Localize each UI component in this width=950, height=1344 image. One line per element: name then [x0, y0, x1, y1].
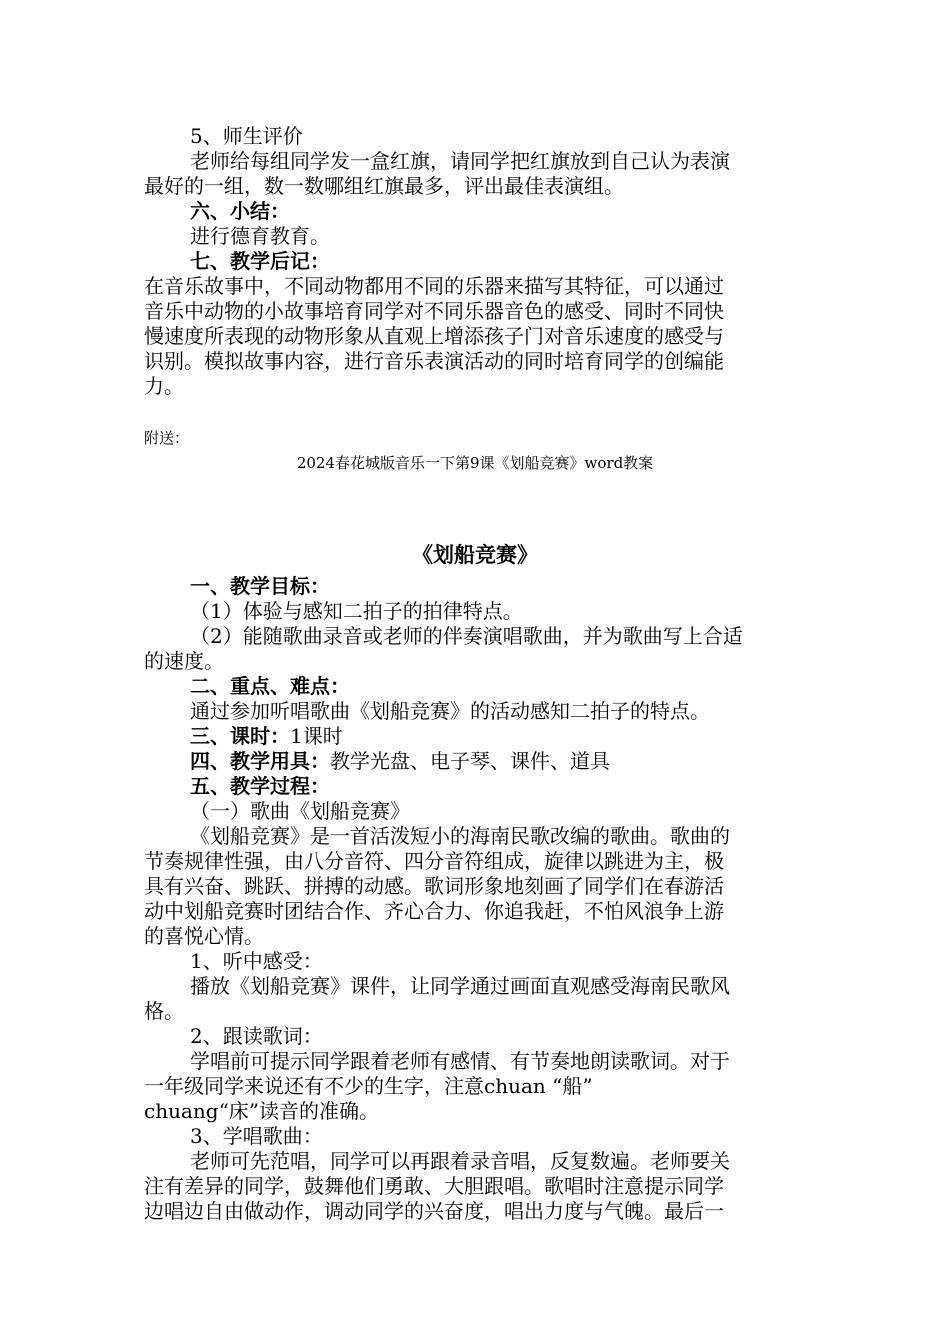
section-heading-evaluation: 5、师生评价: [190, 124, 303, 148]
paragraph-line: 识别。模拟故事内容，进行音乐表演活动的同时培育同学的创编能: [144, 349, 724, 373]
paragraph-line: 老师给每组同学发一盒红旗，请同学把红旗放到自己认为表演: [190, 149, 730, 173]
appendix-document-title: 2024春花城版音乐一下第9课《划船竞赛》word教案: [296, 454, 654, 472]
paragraph-line: 最好的一组，数一数哪组红旗最多，评出最佳表演组。: [144, 174, 624, 198]
paragraph-line: 节奏规律性强，由八分音符、四分音符组成，旋律以跳进为主，极: [144, 849, 724, 873]
step-heading: 1、听中感受：: [190, 949, 323, 973]
paragraph-line: 通过参加听唱歌曲《划船竞赛》的活动感知二拍子的特点。: [190, 699, 710, 723]
section-heading-hours: 三、课时：: [190, 724, 290, 748]
section-heading-key-points: 二、重点、难点：: [190, 674, 350, 698]
section-heading-postscript: 七、教学后记：: [190, 249, 330, 273]
paragraph-line: 进行德育教育。: [190, 224, 330, 248]
paragraph-line: 老师可先范唱，同学可以再跟着录音唱，反复数遍。老师要关: [190, 1149, 730, 1173]
paragraph-line: 动中划船竞赛时团结合作、齐心合力、你追我赶，不怕风浪争上游: [144, 899, 724, 923]
paragraph-line: 力。: [144, 374, 184, 398]
paragraph-line: 边唱边自由做动作，调动同学的兴奋度，唱出力度与气魄。最后一: [144, 1199, 724, 1223]
teaching-tools-value: 教学光盘、电子琴、课件、道具: [330, 749, 610, 773]
subsection-heading: （一）歌曲《划船竞赛》: [190, 799, 410, 823]
section-heading-summary: 六、小结：: [190, 199, 290, 223]
lesson-hours-value: 1课时: [290, 724, 343, 748]
goal-item: （1）体验与感知二拍子的拍律特点。: [190, 599, 523, 623]
paragraph-line: 具有兴奋、跳跃、拼搏的动感。歌词形象地刻画了同学们在春游活: [144, 874, 724, 898]
step-heading: 3、学唱歌曲：: [190, 1124, 323, 1148]
section-heading-process: 五、教学过程：: [190, 774, 330, 798]
lesson-title: 《划船竞赛》: [412, 542, 538, 567]
step-heading: 2、跟读歌词：: [190, 1024, 323, 1048]
paragraph-line: 《划船竞赛》是一首活泼短小的海南民歌改编的歌曲。歌曲的: [190, 824, 730, 848]
paragraph-line: 的喜悦心情。: [144, 924, 264, 948]
paragraph-line: 格。: [144, 999, 184, 1023]
appendix-label: 附送：: [144, 429, 190, 447]
teaching-tools-row: [190, 749, 610, 774]
paragraph-line: 在音乐故事中，不同动物都用不同的乐器来描写其特征，可以通过: [144, 274, 724, 298]
lesson-hours-row: [190, 724, 343, 749]
paragraph-line: 慢速度所表现的动物形象从直观上增添孩子门对音乐速度的感受与: [144, 324, 724, 348]
paragraph-line: 注有差异的同学，鼓舞他们勇敢、大胆跟唱。歌唱时注意提示同学: [144, 1174, 724, 1198]
paragraph-line: 音乐中动物的小故事培育同学对不同乐器音色的感受、同时不同快: [144, 299, 724, 323]
paragraph-line: 播放《划船竞赛》课件，让同学通过画面直观感受海南民歌风: [190, 974, 730, 998]
paragraph-line: 一年级同学来说还有不少的生字，注意chuan “船”: [144, 1074, 593, 1098]
paragraph-line: 学唱前可提示同学跟着老师有感情、有节奏地朗读歌词。对于: [190, 1049, 730, 1073]
goal-item-continued: 的速度。: [144, 649, 224, 673]
section-heading-goals: 一、教学目标：: [190, 574, 330, 598]
paragraph-line: chuang“床”读音的准确。: [144, 1099, 380, 1123]
goal-item: （2）能随歌曲录音或老师的伴奏演唱歌曲，并为歌曲写上合适: [190, 624, 743, 648]
section-heading-tools: 四、教学用具：: [190, 749, 330, 773]
